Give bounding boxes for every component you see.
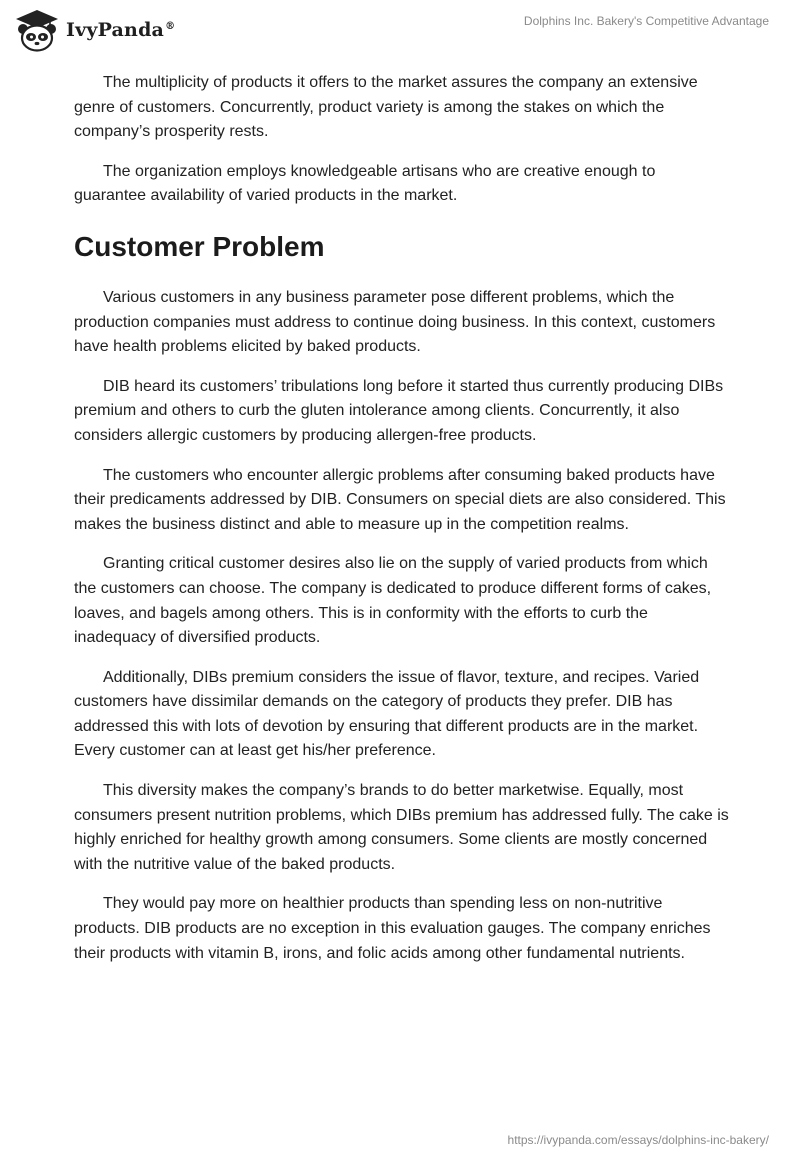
paragraph: DIB heard its customers’ tribulations long before it started thus currently producing DIBs premium and others to curb the gluten intolerance among clients. Concurrently, it also considers allergic customers by producing allergen-free products. bbox=[74, 377, 724, 444]
paragraph: Various customers in any business parameter pose different problems, which the production companies must address to continue doing business. In this context, customers have health problems elicited by baked products. bbox=[74, 288, 716, 356]
paragraph: The customers who encounter allergic problems after consuming baked products have their predicaments addressed by DIB. Consumers on special diets are also considered. This makes the business distinct and able to measure up in the competition realms. bbox=[74, 466, 726, 533]
paragraph: Additionally, DIBs premium considers the issue of flavor, texture, and recipes. Varied customers have dissimilar demands on the category of products they prefer. DIB has addressed this with lots of devotion by ensuring that different products are in the market. Every customer can at least get his/her preference. bbox=[74, 668, 700, 760]
brand-name: IvyPanda® bbox=[66, 19, 176, 41]
document-title: Dolphins Inc. Bakery's Competitive Advantage bbox=[523, 14, 769, 28]
ivypanda-logo[interactable] bbox=[14, 8, 175, 52]
source-url[interactable]: https://ivypanda.com/essays/dolphins-inc-bakery/ bbox=[507, 1133, 769, 1147]
essay-content bbox=[74, 71, 730, 981]
panda-graduate-icon bbox=[14, 8, 60, 52]
paragraph: Granting critical customer desires also lie on the supply of varied products from which the customers can choose. The company is dedicated to produce different forms of cakes, loaves, and bagels among others. This is in conformity with the efforts to curb the inadequacy of diversified products. bbox=[74, 555, 712, 647]
page-header bbox=[0, 0, 800, 62]
paragraph: The multiplicity of products it offers to the market assures the company an extensive genre of customers. Concurrently, product variety is among the stakes on which the company’s prosperity rests. bbox=[74, 74, 698, 141]
paragraph: This diversity makes the company’s brands to do better marketwise. Equally, most consumers present nutrition problems, which DIBs premium has addressed fully. The cake is highly enriched for healthy growth among consumers. Some clients are mostly concerned with the nutritive value of the baked products. bbox=[74, 782, 729, 873]
section-heading: Customer Problem bbox=[74, 230, 325, 262]
paragraph: They would pay more on healthier products than spending less on non-nutritive products. DIB products are no exception in this evaluation gauges. The company enriches their products with vitamin B, irons, and folic acids among other fundamental nutrients. bbox=[74, 895, 711, 962]
paragraph: The organization employs knowledgeable artisans who are creative enough to guarantee availability of varied products in the market. bbox=[74, 162, 656, 205]
